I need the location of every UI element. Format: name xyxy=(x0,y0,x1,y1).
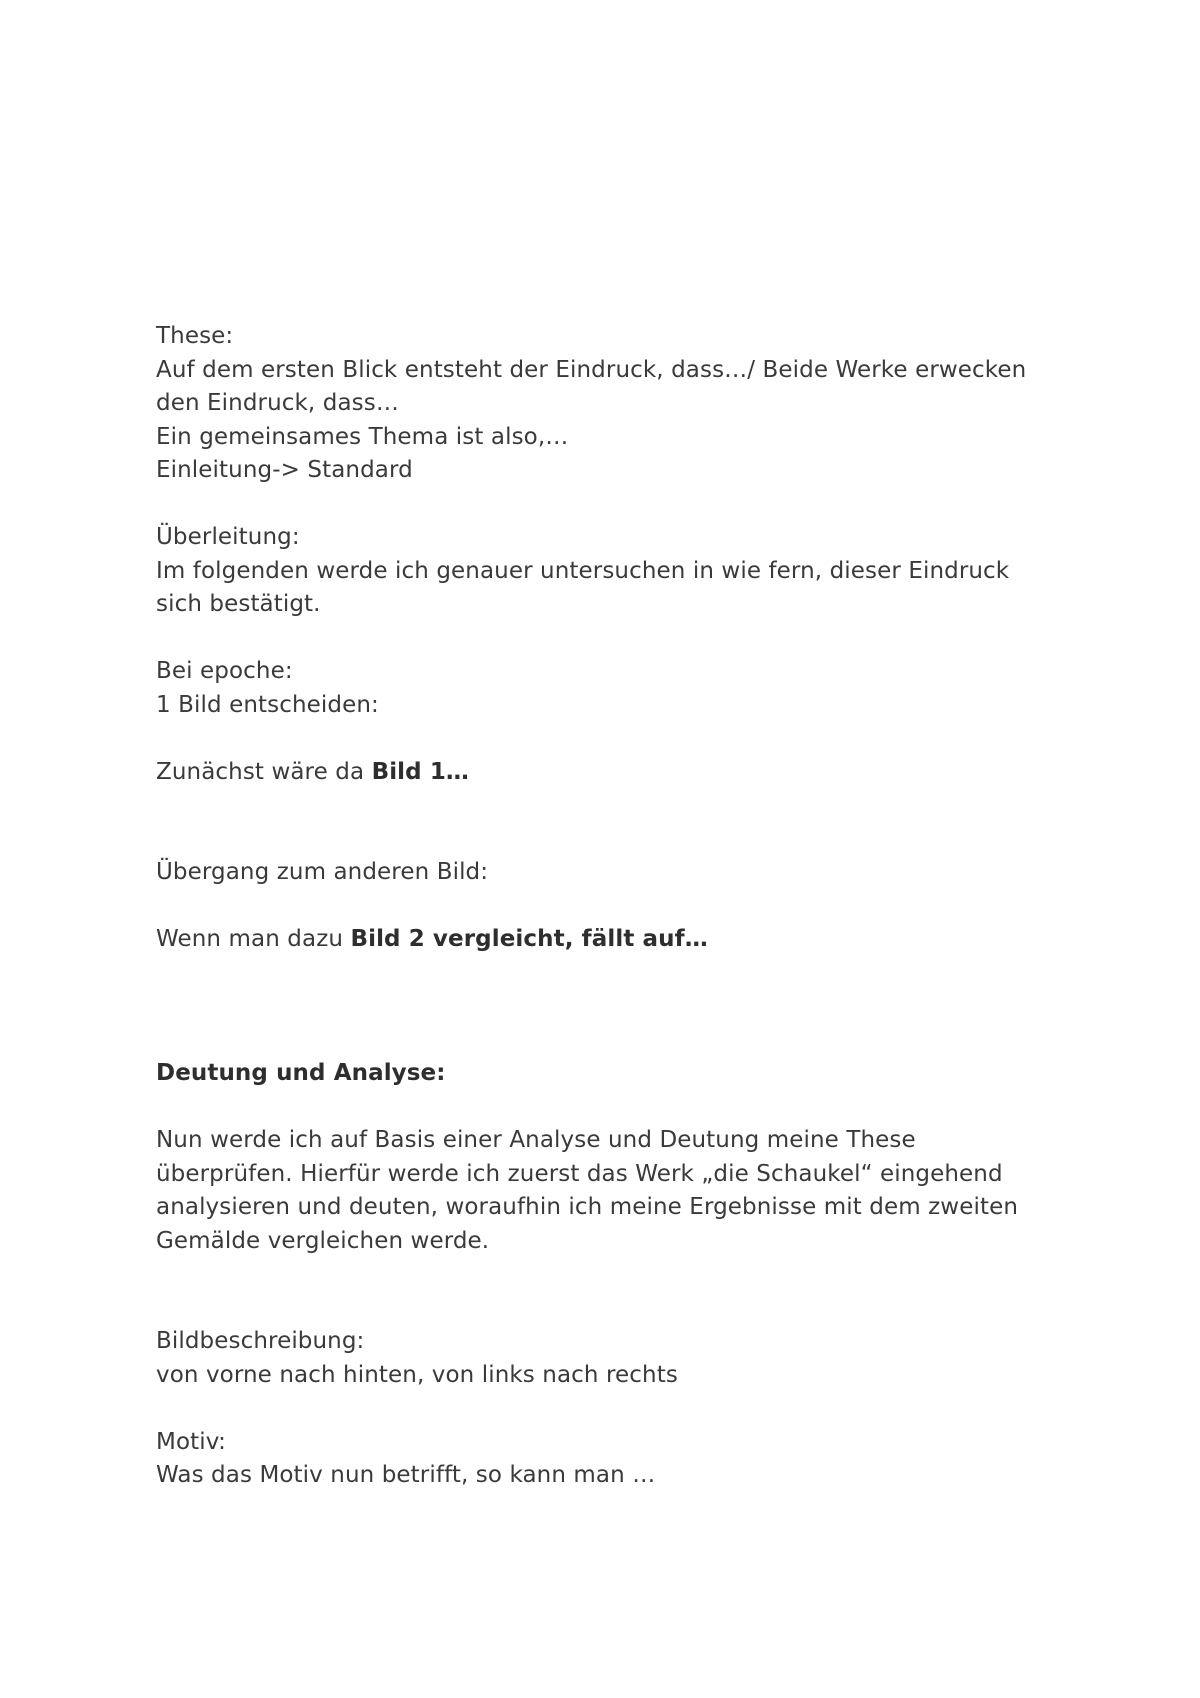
bild2-bold: Bild 2 vergleicht, fällt auf… xyxy=(350,926,708,952)
spacer xyxy=(156,722,1086,756)
spacer xyxy=(156,957,1086,991)
spacer xyxy=(156,1392,1086,1426)
spacer xyxy=(156,1258,1086,1292)
deutung-heading: Deutung und Analyse: xyxy=(156,1060,446,1086)
document-body xyxy=(156,320,1086,1493)
these-text-line-2: den Eindruck, dass… xyxy=(156,390,399,416)
spacer xyxy=(156,823,1086,857)
bild2-line xyxy=(156,923,1086,957)
spacer xyxy=(156,789,1086,823)
epoche-text-line-1: 1 Bild entscheiden: xyxy=(156,691,379,718)
uebergang-heading: Übergang zum anderen Bild: xyxy=(156,859,489,885)
bildbeschreibung-text-line-1: von vorne nach hinten, von links nach rechts xyxy=(156,1361,678,1388)
spacer xyxy=(156,488,1086,522)
motiv-heading: Motiv: xyxy=(156,1428,227,1455)
epoche-heading: Bei epoche: xyxy=(156,658,293,684)
spacer xyxy=(156,1091,1086,1125)
spacer xyxy=(156,990,1086,1024)
these-text-line-1: Auf dem ersten Blick entsteht der Eindruck, dass…/ Beide Werke erwecken xyxy=(156,356,1027,383)
motiv-text-line-1: Was das Motiv nun betrifft, so kann man … xyxy=(156,1462,656,1488)
deutung-text-line-1: Nun werde ich auf Basis einer Analyse und Deutung meine These xyxy=(156,1127,916,1153)
ueberleitung-text-line-2: sich bestätigt. xyxy=(156,591,321,617)
spacer xyxy=(156,1024,1086,1058)
bild2-prefix: Wenn man dazu xyxy=(156,926,351,952)
bild1-line xyxy=(156,756,1086,790)
these-text-line-4: Einleitung-> Standard xyxy=(156,457,413,483)
ueberleitung-heading: Überleitung: xyxy=(156,524,300,550)
spacer xyxy=(156,1292,1086,1326)
these-heading: These: xyxy=(156,323,234,349)
deutung-text-line-3: analysieren und deuten, woraufhin ich meine Ergebnisse mit dem zweiten xyxy=(156,1194,1018,1220)
deutung-text-line-2: überprüfen. Hierfür werde ich zuerst das Werk „die Schaukel“ eingehend xyxy=(156,1160,1003,1187)
bildbeschreibung-heading: Bildbeschreibung: xyxy=(156,1328,365,1354)
deutung-text-line-4: Gemälde vergleichen werde. xyxy=(156,1227,490,1254)
ueberleitung-text-line-1: Im folgenden werde ich genauer untersuchen in wie fern, dieser Eindruck xyxy=(156,557,1010,584)
spacer xyxy=(156,890,1086,924)
bild1-prefix: Zunächst wäre da xyxy=(156,758,372,785)
bild1-bold: Bild 1… xyxy=(371,758,470,785)
these-text-line-3: Ein gemeinsames Thema ist also,… xyxy=(156,423,569,450)
spacer xyxy=(156,622,1086,656)
